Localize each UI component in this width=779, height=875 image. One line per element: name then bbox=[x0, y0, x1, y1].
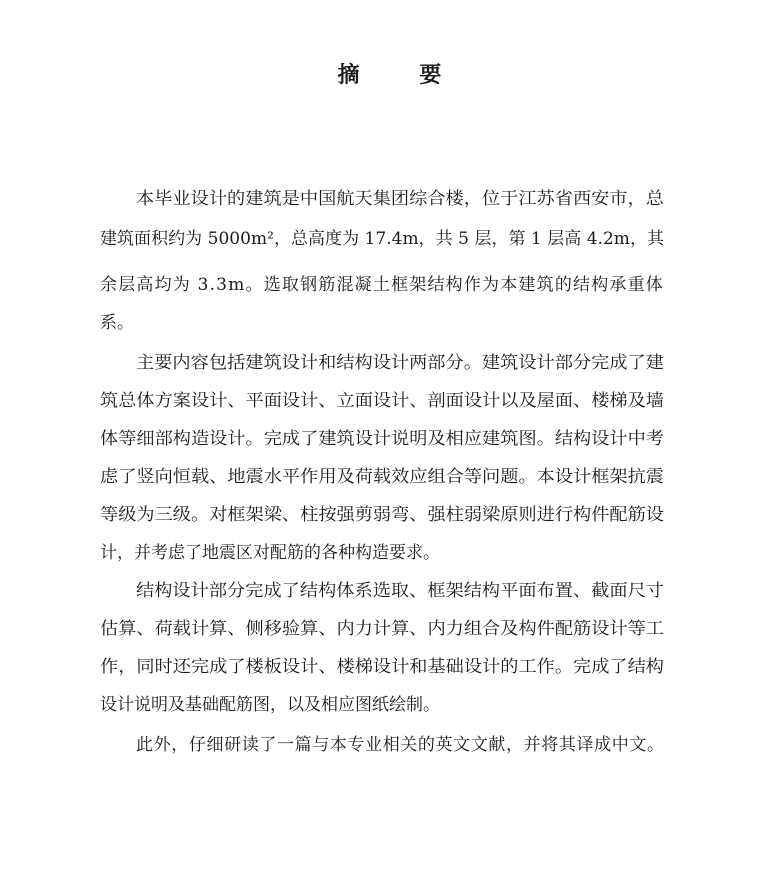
p1-line3: 余层高均为 3.3m。选取钢筋混凝土框架结构作为本建筑的结构承重体 bbox=[100, 275, 664, 295]
p2-line6: 计，并考虑了地震区对配筋的各种构造要求。 bbox=[100, 543, 440, 563]
p2-line5: 等级为三级。对框架梁、柱按强剪弱弯、强柱弱梁原则进行构件配筋设 bbox=[100, 505, 664, 525]
p1-line2: 建筑面积约为 5000m²，总高度为 17.4m，共 5 层，第 1 层高 4.2m，其 bbox=[100, 229, 665, 249]
p1-line1: 本毕业设计的建筑是中国航天集团综合楼，位于江苏省西安市，总 bbox=[136, 189, 665, 209]
p2-line1: 主要内容包括建筑设计和结构设计两部分。建筑设计部分完成了建 bbox=[136, 353, 665, 373]
p3-line2: 估算、荷载计算、侧移验算、内力计算、内力组合及构件配筋设计等工 bbox=[100, 619, 664, 639]
p2-line2: 筑总体方案设计、平面设计、立面设计、剖面设计以及屋面、楼梯及墙 bbox=[100, 391, 664, 411]
p1-line4: 系。 bbox=[100, 313, 134, 333]
p2-line4: 虑了竖向恒载、地震水平作用及荷载效应组合等问题。本设计框架抗震 bbox=[100, 467, 664, 487]
p4-line1: 此外，仔细研读了一篇与本专业相关的英文文献，并将其译成中文。 bbox=[136, 735, 665, 755]
p3-line1: 结构设计部分完成了结构体系选取、框架结构平面布置、截面尺寸 bbox=[136, 581, 665, 601]
p3-line4: 设计说明及基础配筋图，以及相应图纸绘制。 bbox=[100, 695, 440, 715]
p2-line3: 体等细部构造设计。完成了建筑设计说明及相应建筑图。结构设计中考 bbox=[100, 429, 664, 449]
p3-line3: 作，同时还完成了楼板设计、楼梯设计和基础设计的工作。完成了结构 bbox=[100, 657, 664, 677]
abstract-title: 摘 要 bbox=[337, 63, 468, 88]
